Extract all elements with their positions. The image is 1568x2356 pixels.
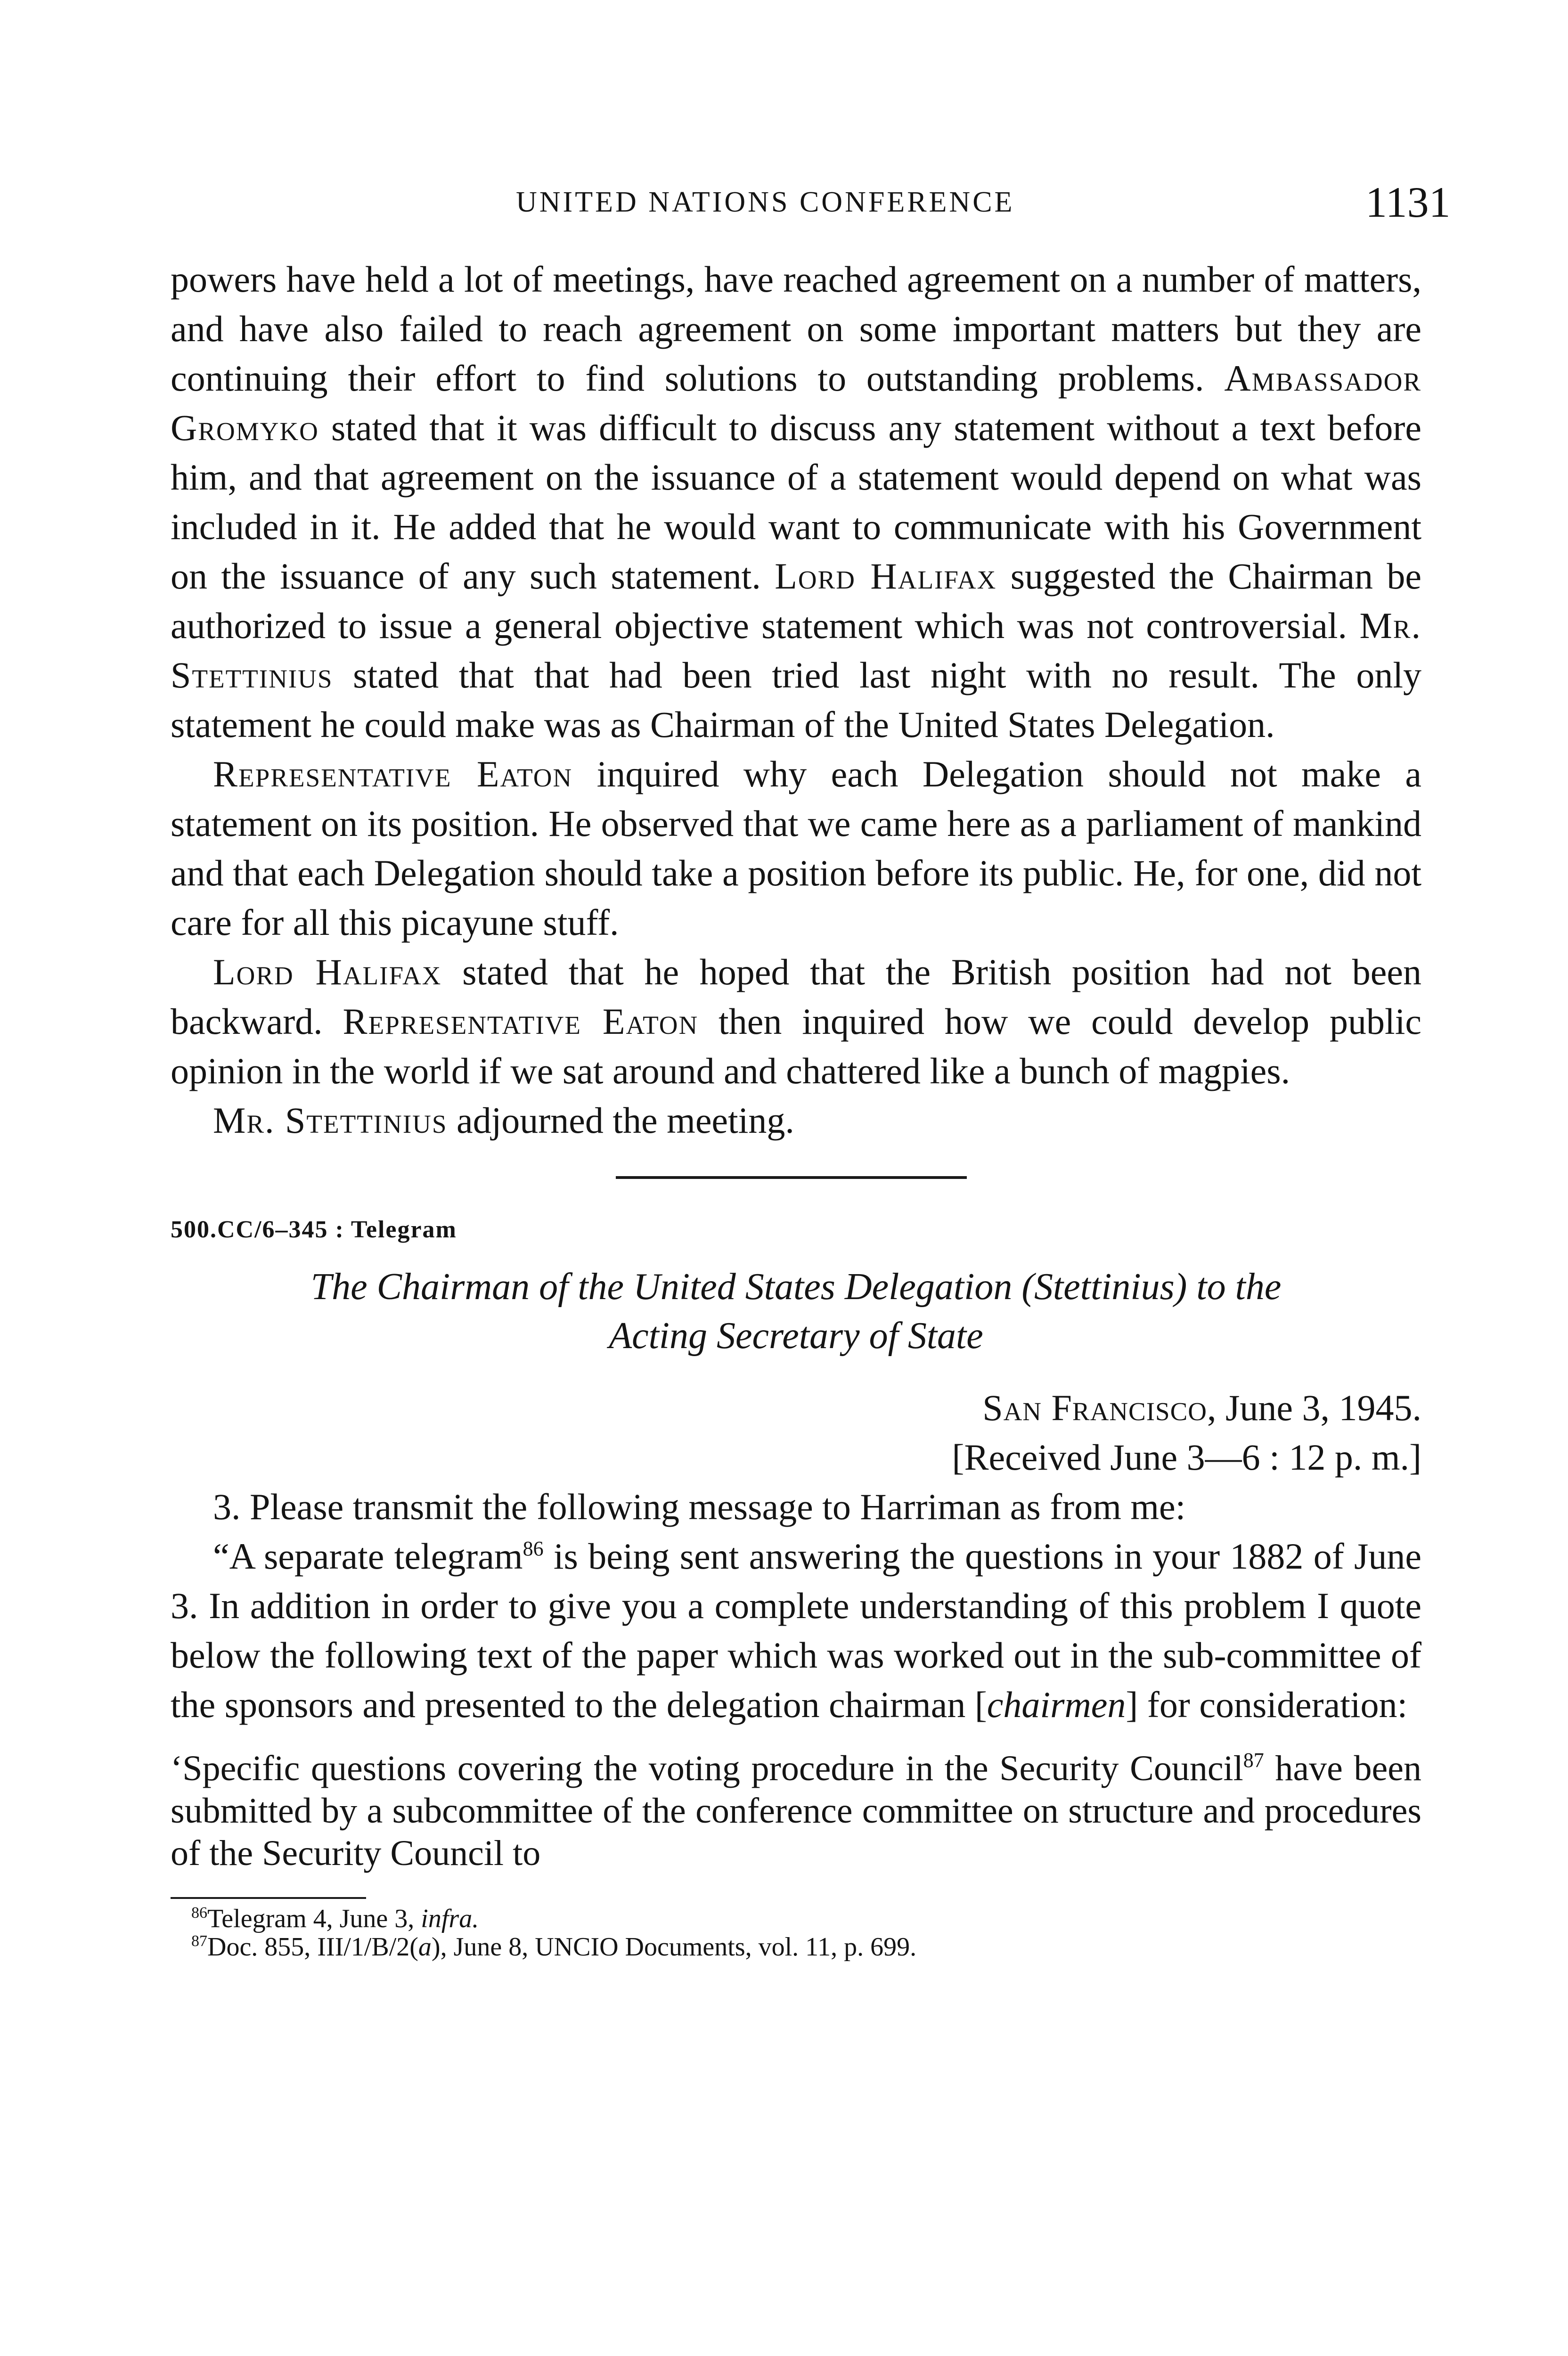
block-quote: ‘Specific questions covering the voting procedure in the Security Council$^{87}$ have been submitted by a subcommittee of the conference committee on structure and procedures of the Security Council to [171, 1749, 1421, 1873]
place-date: San Francisco, June 3, 1945. [982, 1387, 1421, 1428]
paragraph-3: Lord Halifax stated that he hoped that the British position had not been backward. Representative Eaton then inquired how we could develop public opinion in the world if we sat around and chattered like a bunch of magpies. [171, 951, 1421, 1091]
section-divider [616, 1176, 967, 1179]
footnote-ref: 87 [1243, 1749, 1264, 1772]
paragraph-1: powers have held a lot of meetings, have reached agreement on a number of matters, and have also failed to reach agreement on some important matters but they are continuing their effort to find solutions to outstanding problems. Ambassador Gromyko stated that it was difficult to discuss any statement without a text before him, and that agreement on the issuance of a statement would depend on what was included in it. He added that he would want to communicate with his Government on the issuance of any such statement. Lord Halifax suggested the Chairman be authorized to issue a general objective statement which was not controversial. Mr. Stettinius stated that that had been tried last night with no result. The only statement he could make was as Chairman of the United States Delegation. [171, 259, 1421, 745]
footnote-rule [171, 1897, 366, 1899]
speaker-name: Representative Eaton [213, 753, 573, 794]
page-number: 1131 [1365, 178, 1451, 226]
speaker-name: Representative Eaton [343, 1001, 699, 1042]
received-note: [Received June 3—6 : 12 p. m.] [952, 1437, 1421, 1478]
page-header [0, 177, 1568, 234]
page-body [171, 254, 1421, 1961]
document-title: The Chairman of the United States Delegation (Stettinius) to the Acting Secretary of State [310, 1266, 1282, 1357]
document-reference: 500.CC/6–345 : Telegram [171, 1216, 457, 1243]
footnotes [171, 1905, 1421, 1961]
speaker-name: Lord Halifax [775, 556, 997, 597]
speaker-name: Mr. Stettinius [171, 605, 1421, 695]
speaker-name: Mr. Stettinius [213, 1100, 448, 1141]
speaker-name: Ambassador Gromyko [171, 358, 1421, 448]
speaker-name: Lord Halifax [213, 951, 442, 992]
paragraph-2: Representative Eaton inquired why each Delegation should not make a statement on its position. He observed that we came here as a parliament of mankind and that each Delegation should take a position before its public. He, for one, did not care for all this picayune stuff. [171, 753, 1421, 943]
running-title: UNITED NATIONS CONFERENCE [516, 186, 1015, 218]
footnote-86: $^{86}$Telegram 4, June 3, infra. [191, 1904, 479, 1933]
paragraph-5: 3. Please transmit the following message to Harriman as from me: [213, 1486, 1186, 1527]
dateline [171, 1383, 1421, 1482]
paragraph-4: Mr. Stettinius adjourned the meeting. [213, 1100, 794, 1141]
footnote-ref: 86 [523, 1537, 544, 1560]
footnote-87: $^{87}$Doc. 855, III/1/B/2(a), June 8, UNCIO Documents, vol. 11, p. 699. [191, 1932, 917, 1962]
paragraph-6: “A separate telegram$^{86}$ is being sent answering the questions in your 1882 of June 3. In addition in order to give you a complete understanding of this problem I quote below the following text of the paper which was worked out in the sub-committee of the sponsors and presented to the delegation chairman [chairmen] for consideration: [171, 1536, 1421, 1725]
